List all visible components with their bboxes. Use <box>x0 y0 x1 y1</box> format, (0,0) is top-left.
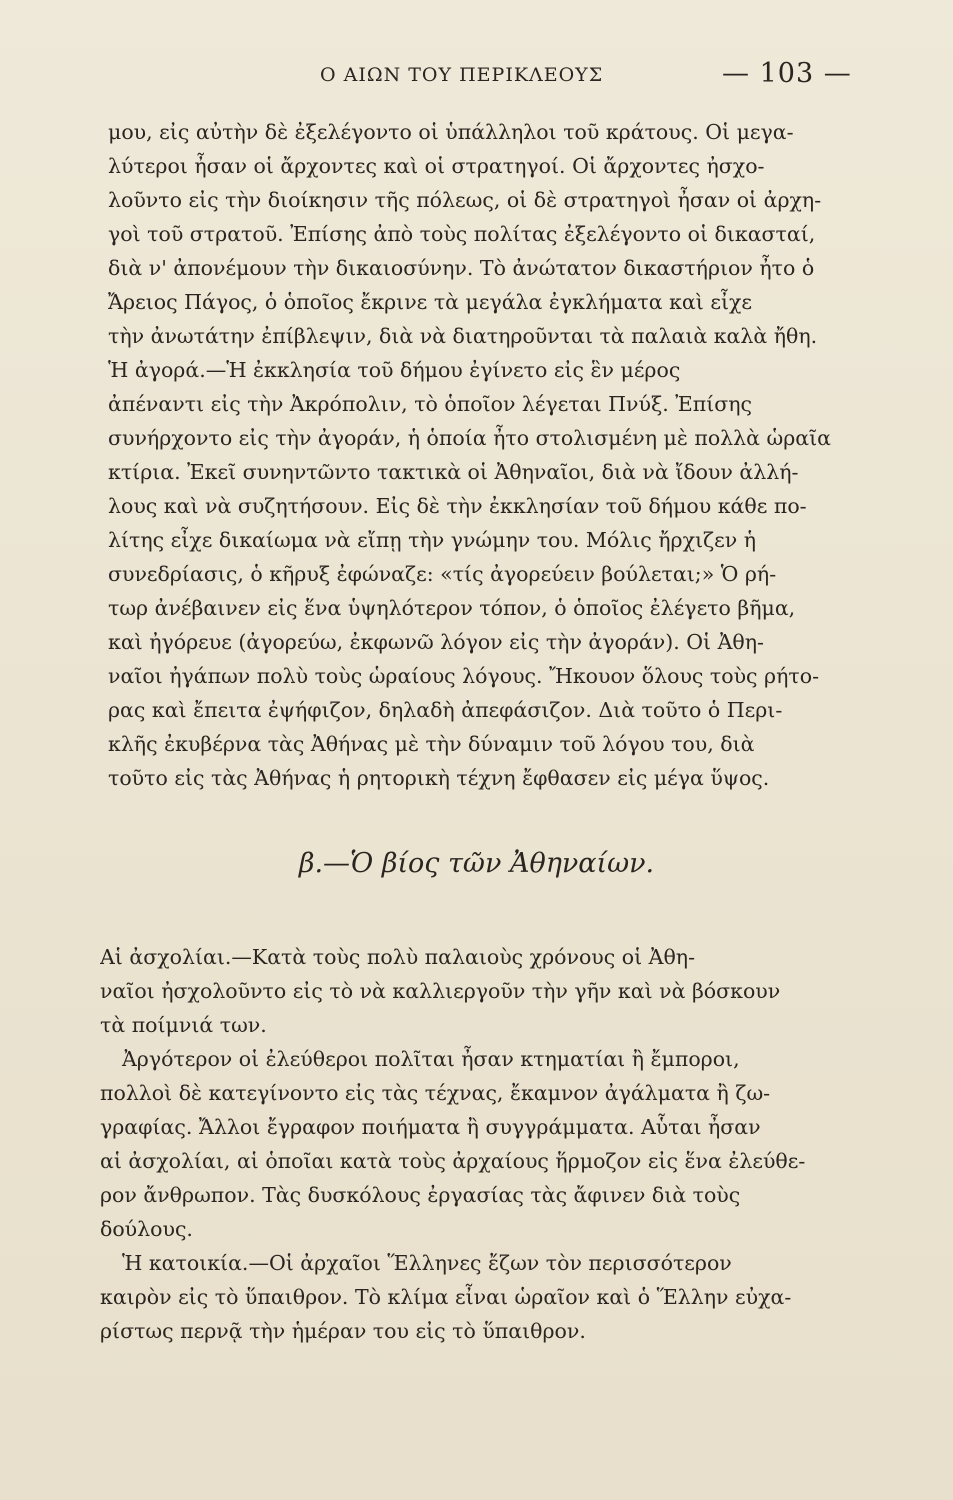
text-line: ρον ἄνθρωπον. Τὰς δυσκόλους ἐργασίας τὰς ἄφινεν διὰ τοὺς <box>100 1183 741 1207</box>
text-line: διὰ ν' ἀπονέμουν τὴν δικαιοσύνην. Τὸ ἀνώτατον δικαστήριον ἦτο ὁ <box>108 256 815 280</box>
section-1-text <box>108 115 878 795</box>
page-number: — 103 — <box>722 58 852 89</box>
text-line: λύτεροι ἦσαν οἱ ἄρχοντες καὶ οἱ στρατηγοί. Οἱ ἄρχοντες ἠσχο- <box>108 154 765 178</box>
text-line: Αἱ ἀσχολίαι.—Κατὰ τοὺς πολὺ παλαιοὺς χρόνους οἱ Ἀθη- <box>100 945 696 969</box>
running-title: Ο ΑΙΩΝ ΤΟΥ ΠΕΡΙΚΛΕΟΥΣ <box>320 64 604 86</box>
text-line: Ἡ κατοικία.—Οἱ ἀρχαῖοι Ἕλληνες ἔζων τὸν περισσότερον <box>122 1251 732 1275</box>
text-line: Ἄρειος Πάγος, ὁ ὁποῖος ἔκρινε τὰ μεγάλα ἐγκλήματα καὶ εἶχε <box>108 290 753 314</box>
text-line: καιρὸν εἰς τὸ ὕπαιθρον. Τὸ κλίμα εἶναι ὡραῖον καὶ ὁ Ἕλλην εὐχα- <box>100 1285 792 1309</box>
text-line: συνεδρίασις, ὁ κῆρυξ ἐφώναζε: «τίς ἀγορεύειν βούλεται;» Ὁ ρή- <box>108 562 777 586</box>
text-line: ρίστως περνᾷ τὴν ἡμέραν του εἰς τὸ ὕπαιθρον. <box>100 1319 586 1343</box>
text-line: γραφίας. Ἄλλοι ἔγραφον ποιήματα ἢ συγγράμματα. Αὗται ἦσαν <box>100 1115 761 1139</box>
text-line: συνήρχοντο εἰς τὴν ἀγοράν, ἡ ὁποία ἦτο στολισμένη μὲ πολλὰ ὡραῖα <box>108 426 831 450</box>
text-line: λοῦντο εἰς τὴν διοίκησιν τῆς πόλεως, οἱ δὲ στρατηγοὶ ἦσαν οἱ ἀρχη- <box>108 188 822 212</box>
text-line: λίτης εἶχε δικαίωμα νὰ εἴπῃ τὴν γνώμην του. Μόλις ἤρχιζεν ἡ <box>108 528 757 552</box>
text-line: ἀπέναντι εἰς τὴν Ἀκρόπολιν, τὸ ὁποῖον λέγεται Πνύξ. Ἐπίσης <box>108 392 753 416</box>
text-line: δούλους. <box>100 1217 193 1241</box>
running-header <box>0 58 953 98</box>
text-line: τωρ ἀνέβαινεν εἰς ἕνα ὑψηλότερον τόπον, ὁ ὁποῖος ἐλέγετο βῆμα, <box>108 596 796 620</box>
text-line: Ἡ ἀγορά.—Ἡ ἐκκλησία τοῦ δήμου ἐγίνετο εἰς ἓν μέρος <box>108 358 681 382</box>
text-line: ρας καὶ ἔπειτα ἐψήφιζον, δηλαδὴ ἀπεφάσιζον. Διὰ τοῦτο ὁ Περι- <box>108 698 783 722</box>
text-line: μου, εἰς αὐτὴν δὲ ἐξελέγοντο οἱ ὑπάλληλοι τοῦ κράτους. Οἱ μεγα- <box>108 120 794 144</box>
section-2-text <box>100 940 880 1348</box>
text-line: ναῖοι ἠσχολοῦντο εἰς τὸ νὰ καλλιεργοῦν τὴν γῆν καὶ νὰ βόσκουν <box>100 979 781 1003</box>
text-line: λους καὶ νὰ συζητήσουν. Εἰς δὲ τὴν ἐκκλησίαν τοῦ δήμου κάθε πο- <box>108 494 807 518</box>
text-line: τοῦτο εἰς τὰς Ἀθήνας ἡ ρητορικὴ τέχνη ἔφθασεν εἰς μέγα ὕψος. <box>108 766 770 790</box>
text-line: καὶ ἠγόρευε (ἀγορεύω, ἐκφωνῶ λόγον εἰς τὴν ἀγοράν). Οἱ Ἀθη- <box>108 630 764 654</box>
text-line: πολλοὶ δὲ κατεγίνοντο εἰς τὰς τέχνας, ἔκαμνον ἀγάλματα ἢ ζω- <box>100 1081 771 1105</box>
text-line: Ἀργότερον οἱ ἐλεύθεροι πολῖται ἦσαν κτηματίαι ἢ ἔμποροι, <box>122 1047 740 1071</box>
section-heading: β.—Ὁ βίος τῶν Ἀθηναίων. <box>298 848 655 879</box>
text-line: κτίρια. Ἐκεῖ συνηντῶντο τακτικὰ οἱ Ἀθηναῖοι, διὰ νὰ ἴδουν ἀλλή- <box>108 460 799 484</box>
text-line: τὰ ποίμνιά των. <box>100 1013 267 1037</box>
text-line: τὴν ἀνωτάτην ἐπίβλεψιν, διὰ νὰ διατηροῦνται τὰ παλαιὰ καλὰ ἤθη. <box>108 324 818 348</box>
text-line: κλῆς ἐκυβέρνα τὰς Ἀθήνας μὲ τὴν δύναμιν τοῦ λόγου του, διὰ <box>108 732 755 756</box>
text-line: αἱ ἀσχολίαι, αἱ ὁποῖαι κατὰ τοὺς ἀρχαίους ἥρμοζον εἰς ἕνα ἐλεύθε- <box>100 1149 806 1173</box>
text-line: ναῖοι ἠγάπων πολὺ τοὺς ὡραίους λόγους. Ἤκουον ὅλους τοὺς ρήτο- <box>108 664 819 688</box>
text-line: γοὶ τοῦ στρατοῦ. Ἐπίσης ἀπὸ τοὺς πολίτας ἐξελέγοντο οἱ δικασταί, <box>108 222 816 246</box>
